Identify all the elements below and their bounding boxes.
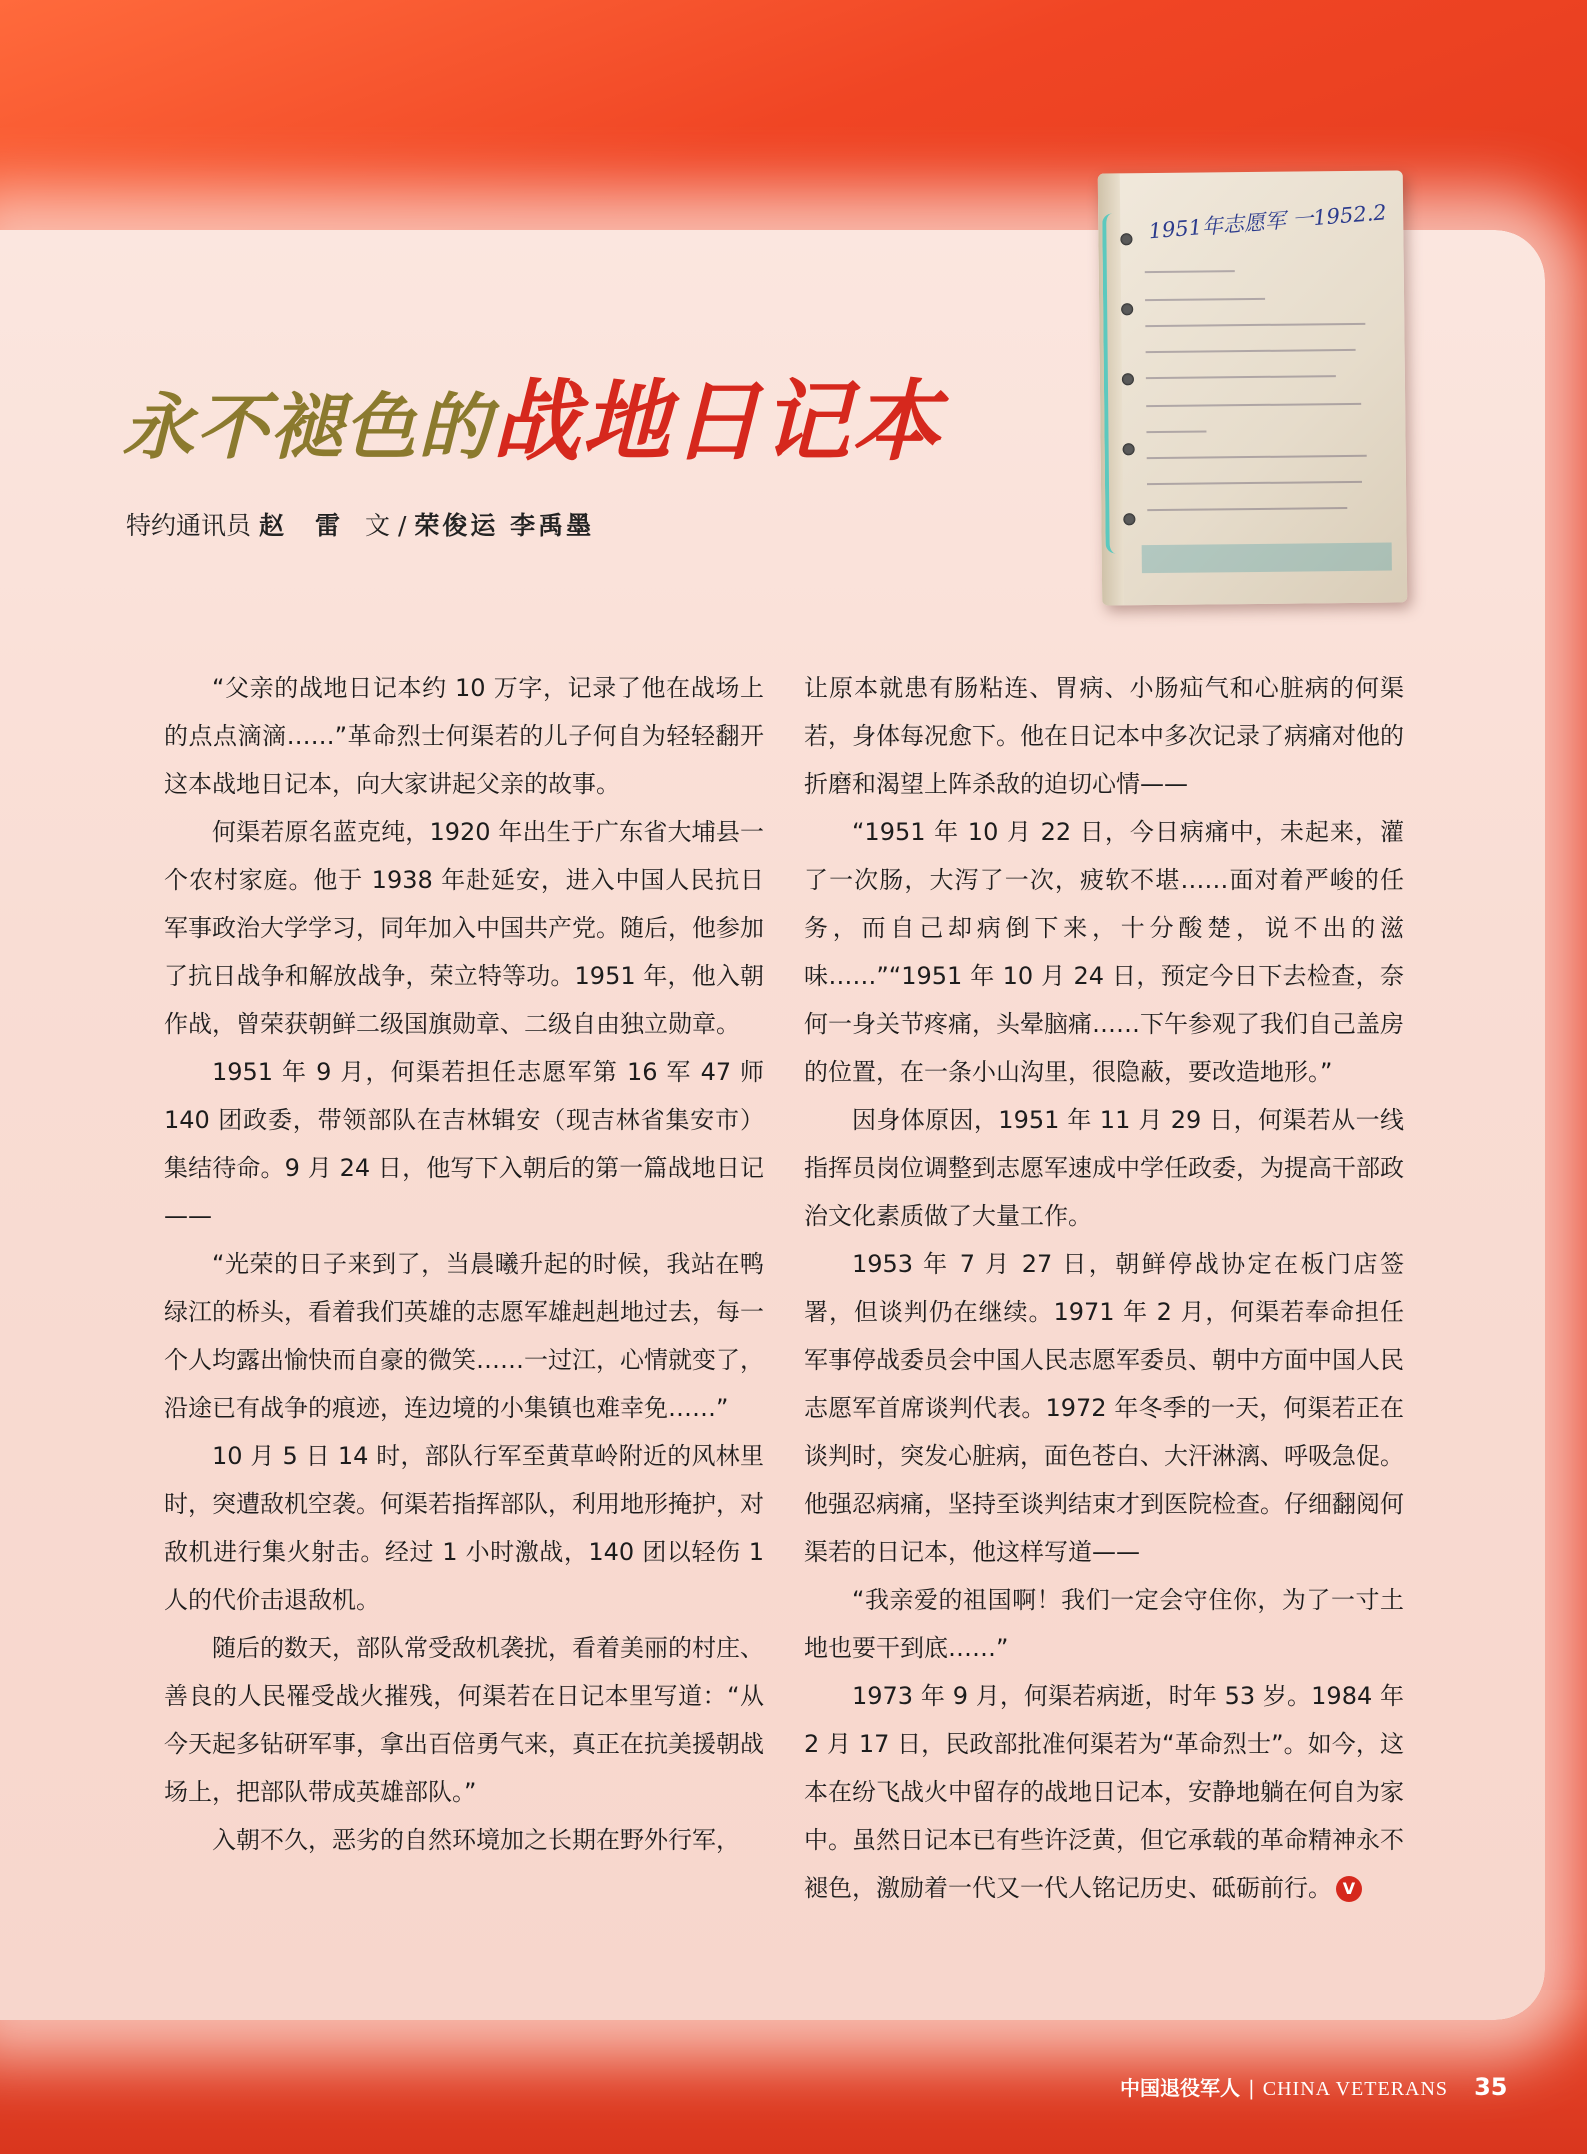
handwriting-line <box>1146 349 1356 353</box>
binding-hole <box>1123 513 1135 525</box>
handwriting-line <box>1147 455 1367 459</box>
handwriting-line <box>1147 481 1362 485</box>
byline-text-label: 文 <box>364 511 390 540</box>
byline-author: 赵 雷 <box>258 511 343 540</box>
handwriting-line <box>1146 375 1336 379</box>
paragraph-final <box>804 1672 1404 1912</box>
paragraph: 1953 年 7 月 27 日，朝鲜停战协定在板门店签署，但谈判仍在继续。1971 年 2 月，何渠若奉命担任军事停战委员会中国人民志愿军委员、朝中方面中国人民志愿军首席谈判代表。1972 年冬季的一天，何渠若正在谈判时，突发心脏病，面色苍白、大汗淋漓、呼吸急促。他强忍病痛，坚持至谈判结束才到医院检查。仔细翻阅何渠若的日记本，他这样写道—— <box>804 1250 1404 1566</box>
paragraph: 1951 年 9 月，何渠若担任志愿军第 16 军 47 师 140 团政委，带领部队在吉林辑安（现吉林省集安市）集结待命。9 月 24 日，他写下入朝后的第一篇战地日记—— <box>164 1058 764 1230</box>
binding-hole <box>1121 303 1133 315</box>
footer-english-name: CHINA VETERANS <box>1262 2078 1449 2100</box>
handwriting-line <box>1147 507 1347 511</box>
paragraph: “我亲爱的祖国啊！我们一定会守住你，为了一寸土地也要干到底……” <box>804 1586 1404 1662</box>
paragraph: 随后的数天，部队常受敌机袭扰，看着美丽的村庄、善良的人民罹受战火摧残，何渠若在日记本里写道：“从今天起多钻研军事，拿出百倍勇气来，真正在抗美援朝战场上，把部队带成英雄部队。” <box>164 1634 764 1806</box>
end-mark-icon: V <box>1336 1876 1362 1902</box>
handwriting-line <box>1145 323 1365 327</box>
byline <box>126 506 594 542</box>
paragraph: “光荣的日子来到了，当晨曦升起的时候，我站在鸭绿江的桥头，看着我们英雄的志愿军雄赳赳地过去，每一个人均露出愉快而自豪的微笑……一过江，心情就变了，沿途已有战争的痕迹，连边境的小集镇也难幸免……” <box>164 1250 764 1422</box>
title-part-red: 战地日记本 <box>492 369 943 473</box>
binding-hole <box>1123 443 1135 455</box>
paragraph: 因身体原因，1951 年 11 月 29 日，何渠若从一线指挥员岗位调整到志愿军速成中学任政委，为提高干部政治文化素质做了大量工作。 <box>804 1106 1404 1230</box>
handwriting-line <box>1145 270 1235 273</box>
title-part-olive: 永不褪色的 <box>122 384 493 469</box>
paragraph: 10 月 5 日 14 时，部队行军至黄草岭附近的风林里时，突遭敌机空袭。何渠若指挥部队，利用地形掩护，对敌机进行集火射击。经过 1 小时激战，140 团以轻伤 1 人的代价击退敌机。 <box>164 1442 764 1614</box>
byline-photographers: 荣俊运 李禹墨 <box>414 511 595 540</box>
paragraph: “父亲的战地日记本约 10 万字，记录了他在战场上的点点滴滴……”革命烈士何渠若的儿子何自为轻轻翻开这本战地日记本，向大家讲起父亲的故事。 <box>164 674 764 798</box>
byline-separator: / <box>397 511 407 540</box>
binding-hole <box>1120 233 1132 245</box>
footer-magazine-name: 中国退役军人 <box>1120 2076 1240 2100</box>
page-footer <box>1120 2072 1507 2101</box>
byline-role: 特约通讯员 <box>126 511 252 540</box>
page-number: 35 <box>1474 2073 1508 2101</box>
article-column-left <box>164 664 764 1864</box>
paragraph: 何渠若原名蓝克纯，1920 年出生于广东省大埔县一个农村家庭。他于 1938 年赴延安，进入中国人民抗日军事政治大学学习，同年加入中国共产党。随后，他参加了抗日战争和解放战争，荣立特等功。1951 年，他入朝作战，曾荣获朝鲜二级国旗勋章、二级自由独立勋章。 <box>164 818 764 1038</box>
article-title <box>122 352 942 478</box>
notebook-printed-footer <box>1142 543 1392 574</box>
notebook-handwritten-title: 1951年志愿军 一1952.2 <box>1147 200 1388 244</box>
article-column-right <box>804 664 1404 1912</box>
paragraph: “1951 年 10 月 22 日，今日病痛中，未起来，灌了一次肠，大泻了一次，疲软不堪……面对着严峻的任务，而自己却病倒下来，十分酸楚，说不出的滋味……”“1951 年 10 月 24 日，预定今日下去检查，奈何一身关节疼痛，头晕脑痛……下午参观了我们自己盖房的位置，在一条小山沟里，很隐蔽，要改造地形。” <box>804 818 1404 1086</box>
binding-hole <box>1122 373 1134 385</box>
final-paragraph-text: 1973 年 9 月，何渠若病逝，时年 53 岁。1984 年 2 月 17 日，民政部批准何渠若为“革命烈士”。如今，这本在纷飞战火中留存的战地日记本，安静地躺在何自为家中。虽然日记本已有些许泛黄，但它承载的革命精神永不褪色，激励着一代又一代人铭记历史、砥砺前行。 <box>804 1682 1404 1902</box>
footer-separator: | <box>1248 2076 1255 2100</box>
handwriting-line <box>1145 298 1265 301</box>
handwriting-line <box>1146 403 1361 407</box>
paragraph: 入朝不久，恶劣的自然环境加之长期在野外行军， <box>212 1826 740 1854</box>
diary-notebook-photo <box>1098 170 1408 605</box>
paragraph-continued: 让原本就患有肠粘连、胃病、小肠疝气和心脏病的何渠若，身体每况愈下。他在日记本中多次记录了病痛对他的折磨和渴望上阵杀敌的迫切心情—— <box>804 674 1404 798</box>
handwriting-line <box>1146 430 1206 433</box>
